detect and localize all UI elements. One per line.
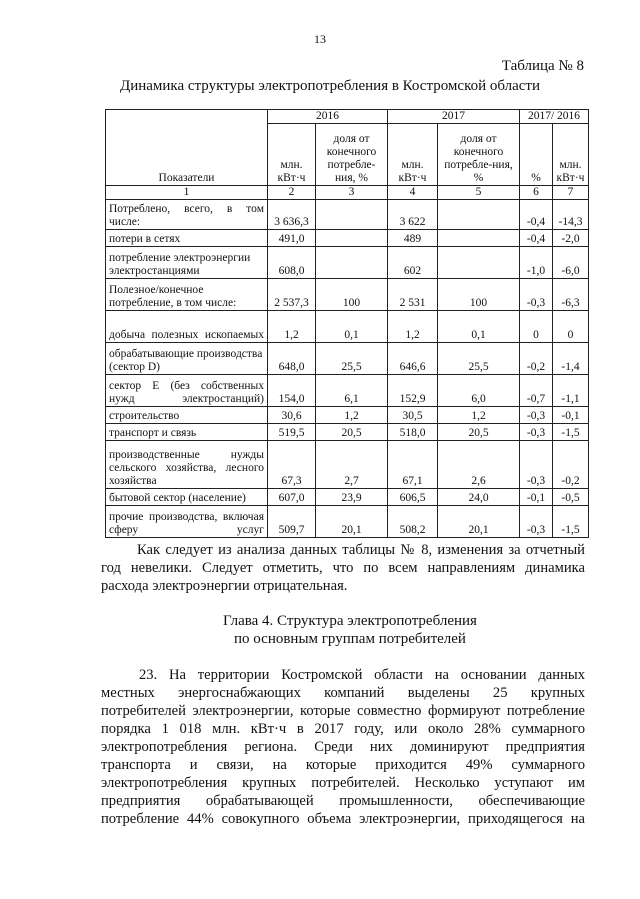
cell-v2017: 30,5: [388, 407, 438, 424]
cell-v2017: 2 531: [388, 279, 438, 311]
header-2016-share: доля от конечного потребле-ния, %: [316, 124, 388, 186]
header-2017-share: доля от конечного потребле-ния, %: [438, 124, 520, 186]
header-indicator: Показатели: [106, 110, 268, 186]
cell-mln: -1,5: [553, 506, 589, 538]
cell-mln: -1,5: [553, 424, 589, 441]
table-label: Таблица № 8: [501, 58, 584, 74]
row-indicator: сектор E (без собственных нужд электростанций): [106, 375, 268, 407]
paragraph-line: местных энергоснабжающих компаний выделены 25 крупных: [101, 685, 585, 701]
table-row: [106, 230, 589, 247]
row-indicator: Потреблено, всего, в том числе:: [106, 200, 268, 230]
table-body: [106, 110, 589, 538]
analysis-paragraph: [101, 541, 585, 595]
cell-v2016: 30,6: [268, 407, 316, 424]
row-indicator: бытовой сектор (население): [106, 489, 268, 506]
table-title: Динамика структуры электропотребления в Костромской области: [119, 78, 541, 94]
table-row: [106, 200, 589, 230]
col-number: 4: [388, 186, 438, 200]
cell-v2016: 67,3: [268, 441, 316, 489]
cell-v2017: 67,1: [388, 441, 438, 489]
paragraph-line: потребление 44% совокупного объема электроэнергии, приходящегося на: [101, 811, 585, 827]
cell-v2017: 489: [388, 230, 438, 247]
cell-s2016: 100: [316, 279, 388, 311]
cell-mln: -1,1: [553, 375, 589, 407]
header-2016-mln: млн. кВт·ч: [268, 124, 316, 186]
row-indicator: строительство: [106, 407, 268, 424]
cell-v2017: 518,0: [388, 424, 438, 441]
cell-s2016: 0,1: [316, 311, 388, 343]
cell-s2017: 25,5: [438, 343, 520, 375]
chapter-subtitle: по основным группам потребителей: [234, 631, 466, 647]
cell-s2017: [438, 200, 520, 230]
paragraph-line: Как следует из анализа данных таблицы № 8, изменения за отчетный: [137, 542, 585, 558]
cell-v2016: 2 537,3: [268, 279, 316, 311]
cell-mln: -2,0: [553, 230, 589, 247]
cell-s2016: 25,5: [316, 343, 388, 375]
table-row: [106, 407, 589, 424]
cell-mln: -0,2: [553, 441, 589, 489]
cell-s2016: [316, 247, 388, 279]
cell-v2016: 3 636,3: [268, 200, 316, 230]
cell-pct: -0,3: [520, 279, 553, 311]
cell-pct: -1,0: [520, 247, 553, 279]
cell-s2016: 23,9: [316, 489, 388, 506]
header-2017: 2017: [388, 110, 520, 124]
row-indicator: обрабатывающие производства (сектор D): [106, 343, 268, 375]
paragraph-line: 23. На территории Костромской области на основании данных: [139, 667, 585, 683]
cell-s2016: 1,2: [316, 407, 388, 424]
page-number: 13: [314, 32, 326, 46]
cell-pct: -0,1: [520, 489, 553, 506]
cell-s2017: [438, 230, 520, 247]
paragraph-line: электропотребления региона. Среди них доминируют предприятия: [101, 739, 585, 755]
cell-s2016: 6,1: [316, 375, 388, 407]
cell-s2017: 6,0: [438, 375, 520, 407]
consumers-paragraph: [101, 666, 585, 828]
cell-s2017: 0,1: [438, 311, 520, 343]
cell-s2017: 1,2: [438, 407, 520, 424]
cell-pct: -0,3: [520, 407, 553, 424]
table-row: [106, 279, 589, 311]
cell-pct: -0,3: [520, 424, 553, 441]
cell-v2016: 491,0: [268, 230, 316, 247]
table-row: [106, 343, 589, 375]
cell-s2016: [316, 200, 388, 230]
cell-v2016: 607,0: [268, 489, 316, 506]
table-row: [106, 311, 589, 343]
table-row: [106, 506, 589, 538]
paragraph-line: транспорта и связи, на которые приходится 49% суммарного: [101, 757, 585, 773]
cell-v2016: 154,0: [268, 375, 316, 407]
cell-mln: -6,3: [553, 279, 589, 311]
row-indicator: производственные нужды сельского хозяйства, лесного хозяйства: [106, 441, 268, 489]
cell-mln: 0: [553, 311, 589, 343]
cell-pct: -0,3: [520, 441, 553, 489]
column-number-row: [106, 186, 589, 200]
row-indicator: транспорт и связь: [106, 424, 268, 441]
col-number: 5: [438, 186, 520, 200]
paragraph-line: год невелики. Следует отметить, что по всем направлениям динамика: [101, 560, 585, 576]
cell-v2017: 602: [388, 247, 438, 279]
cell-mln: -14,3: [553, 200, 589, 230]
row-indicator: потери в сетях: [106, 230, 268, 247]
cell-v2016: 1,2: [268, 311, 316, 343]
row-indicator: добыча полезных ископаемых: [106, 311, 268, 343]
row-indicator: прочие производства, включая сферу услуг: [106, 506, 268, 538]
cell-s2017: 20,5: [438, 424, 520, 441]
cell-v2016: 648,0: [268, 343, 316, 375]
cell-s2016: 20,1: [316, 506, 388, 538]
col-number: 6: [520, 186, 553, 200]
table-row: [106, 489, 589, 506]
cell-pct: 0: [520, 311, 553, 343]
paragraph-line: электропотребления крупных потребителей. Несколько уступают им: [101, 775, 585, 791]
col-number: 7: [553, 186, 589, 200]
cell-s2017: [438, 247, 520, 279]
cell-v2017: 1,2: [388, 311, 438, 343]
cell-s2017: 24,0: [438, 489, 520, 506]
cell-mln: -0,5: [553, 489, 589, 506]
col-number: 3: [316, 186, 388, 200]
paragraph-line: потребителей электроэнергии, которые совместно формируют потребление: [101, 703, 585, 719]
cell-v2017: 646,6: [388, 343, 438, 375]
col-number: 2: [268, 186, 316, 200]
table-row: [106, 375, 589, 407]
header-ratio-pct: %: [520, 124, 553, 186]
chapter-heading: [60, 612, 640, 648]
col-number: 1: [106, 186, 268, 200]
cell-v2017: 3 622: [388, 200, 438, 230]
header-2016: 2016: [268, 110, 388, 124]
table-header-row: [106, 110, 589, 124]
chapter-title: Глава 4. Структура электропотребления: [223, 613, 477, 629]
electricity-structure-table: [105, 109, 589, 538]
table-row: [106, 424, 589, 441]
cell-s2016: 20,5: [316, 424, 388, 441]
cell-pct: -0,4: [520, 200, 553, 230]
cell-v2017: 606,5: [388, 489, 438, 506]
cell-v2017: 508,2: [388, 506, 438, 538]
paragraph-line: расхода электроэнергии отрицательная.: [101, 578, 348, 594]
paragraph-line: порядка 1 018 млн. кВт·ч в 2017 году, или около 28% суммарного: [101, 721, 585, 737]
cell-v2016: 519,5: [268, 424, 316, 441]
cell-v2016: 509,7: [268, 506, 316, 538]
header-2017-mln: млн. кВт·ч: [388, 124, 438, 186]
paragraph-line: предприятия обрабатывающей промышленности, обеспечивающие: [101, 793, 585, 809]
cell-mln: -0,1: [553, 407, 589, 424]
cell-v2017: 152,9: [388, 375, 438, 407]
table-row: [106, 441, 589, 489]
cell-s2016: 2,7: [316, 441, 388, 489]
header-ratio-mln: млн. кВт·ч: [553, 124, 589, 186]
cell-mln: -6,0: [553, 247, 589, 279]
cell-s2016: [316, 230, 388, 247]
row-indicator: Полезное/конечное потребление, в том числе:: [106, 279, 268, 311]
cell-pct: -0,2: [520, 343, 553, 375]
cell-pct: -0,4: [520, 230, 553, 247]
cell-s2017: 2,6: [438, 441, 520, 489]
header-ratio: 2017/ 2016: [520, 110, 589, 124]
cell-pct: -0,3: [520, 506, 553, 538]
cell-s2017: 20,1: [438, 506, 520, 538]
cell-mln: -1,4: [553, 343, 589, 375]
table-row: [106, 247, 589, 279]
cell-v2016: 608,0: [268, 247, 316, 279]
row-indicator: потребление электроэнергии электростанциями: [106, 247, 268, 279]
cell-s2017: 100: [438, 279, 520, 311]
cell-pct: -0,7: [520, 375, 553, 407]
